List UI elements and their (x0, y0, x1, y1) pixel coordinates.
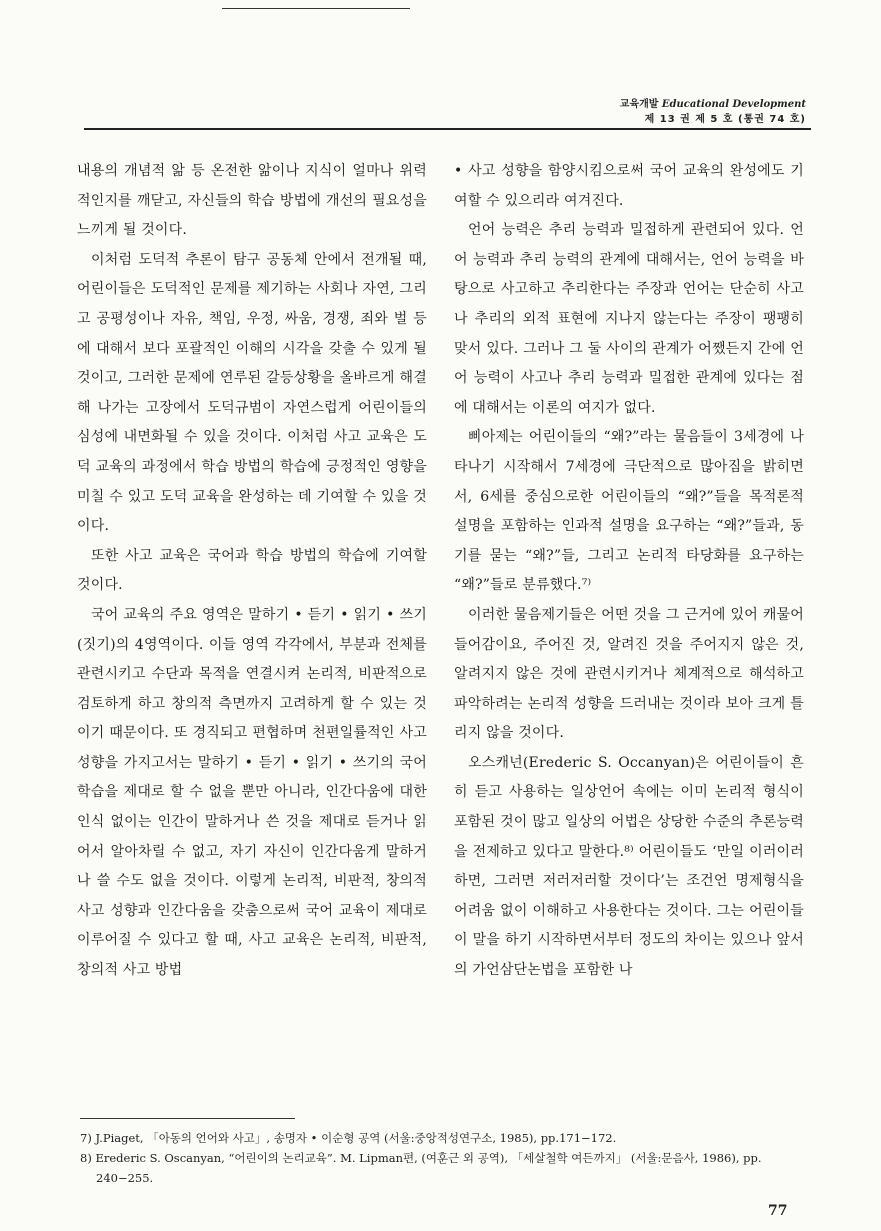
left-paragraph-4: 국어 교육의 주요 영역은 말하기 • 듣기 • 읽기 • 쓰기(짓기)의 4영역이다. 이들 영역 각각에서, 부분과 전체를 관련시키고 수단과 목적을 연결시켜 논리적, 비판적으로 검토하게 하고 창의적 측면까지 고려하게 할 수 있는 것이기 때문이다. 또 경직되고 편협하며 천편일률적인 사고 성향을 가지고서는 말하기 • 듣기 • 읽기 • 쓰기의 국어 학습을 제대로 할 수 없을 뿐만 아니라, 인간다움에 대한 인식 없이는 인간이 말하거나 쓴 것을 제대로 듣거나 읽어서 알아차릴 수 없고, 자기 자신이 인간다움게 말하거나 쓸 수도 없을 것이다. 이렇게 논리적, 비판적, 창의적 사고 성향과 인간다움을 갖춤으로써 국어 교육이 제대로 이루어질 수 있다고 할 때, 사고 교육은 논리적, 비판적, 창의적 사고 방법 (77, 606, 427, 979)
page-number: 77 (768, 1203, 788, 1219)
left-paragraph-3: 또한 사고 교육은 국어과 학습 방법의 학습에 기여할 것이다. (77, 547, 427, 594)
right-column (454, 157, 804, 986)
header-rule (84, 128, 811, 130)
right-paragraph-4: 이러한 물음제기들은 어떤 것을 그 근거에 있어 캐물어 들어감이요, 주어진 것, 알려진 것을 주어지지 않은 것, 알려지지 않은 것에 관련시키거나 체계적으로 해석하고 파악하려는 논리적 성향을 드러내는 것이라 보아 크게 틀리지 않을 것이다. (454, 606, 804, 742)
left-paragraph-2: 이처럼 도덕적 추론이 탐구 공동체 안에서 전개될 때, 어린이들은 도덕적인 문제를 제기하는 사회나 자연, 그리고 공평성이나 자유, 책임, 우정, 싸움, 경쟁, 죄와 벌 등에 대해서 보다 포괄적인 이해의 시각을 갖출 수 있게 될 것이고, 그러한 문제에 연루된 갈등상황을 올바르게 해결해 나가는 고장에서 도덕규범이 자연스럽게 어린이들의 심성에 내면화될 수 있을 것이다. 이처럼 사고 교육은 도덕 교육의 과정에서 학습 방법의 학습에 긍정적인 영향을 미칠 수 있고 도덕 교육을 완성하는 데 기여할 수 있을 것이다. (77, 251, 427, 535)
journal-title-en: Educational Development (661, 99, 806, 110)
journal-title (620, 97, 806, 112)
top-rule (222, 8, 410, 9)
footnote-8: 8) Erederic S. Oscanyan, “어린이의 논리교육”. M. Lipman편, (여훈근 외 공역), 「세살철학 여든까지」 (서울:문음사, 1986), pp. 240−255. (80, 1151, 762, 1185)
footnotes (80, 1128, 810, 1188)
issue-info: 제 13 권 제 5 호 (통권 74 호) (644, 114, 806, 125)
left-paragraph-1: 내용의 개념적 앎 등 온전한 앎이나 지식이 얼마나 위력적인지를 깨닫고, 자신들의 학습 방법에 개선의 필요성을 느끼게 될 것이다. (77, 163, 427, 239)
journal-title-kr: 교육개발 (619, 99, 659, 110)
footnote-7: 7) J.Piaget, 「아동의 언어와 사고」, 송명자 • 이순형 공역 (서울:중앙적성연구소, 1985), pp.171−172. (80, 1131, 617, 1145)
right-paragraph-3: 삐아제는 어린이들의 “왜?”라는 물음들이 3세경에 나타나기 시작해서 7세경에 극단적으로 많아짐을 밝히면서, 6세를 중심으로한 어린이들의 “왜?”들을 목적론적 설명을 포함하는 인과적 설명을 요구하는 “왜?”들과, 동기를 묻는 “왜?”들, 그리고 논리적 타당화를 요구하는 “왜?”들로 분류했다.⁷⁾ (454, 429, 804, 594)
running-header (620, 97, 806, 127)
right-paragraph-5: 오스캐넌(Erederic S. Occanyan)은 어린이들이 흔히 듣고 사용하는 일상언어 속에는 이미 논리적 형식이 포함된 것이 많고 일상의 어법은 상당한 수준의 추론능력을 전제하고 있다고 말한다.⁸⁾ 어린이들도 ‘만일 이러이러하면, 그러면 저러저러할 것이다’는 조건언 명제형식을 어려움 없이 이해하고 사용한다는 것이다. 그는 어린이들이 말을 하기 시작하면서부터 정도의 차이는 있으나 앞서의 가언삼단논법을 포함한 나 (454, 754, 804, 979)
left-column (77, 157, 427, 986)
right-paragraph-1: • 사고 성향을 함양시킴으로써 국어 교육의 완성에도 기여할 수 있으리라 여겨진다. (454, 163, 804, 209)
footnote-rule (80, 1118, 295, 1119)
right-paragraph-2: 언어 능력은 추리 능력과 밀접하게 관련되어 있다. 언어 능력과 추리 능력의 관계에 대해서는, 언어 능력을 바탕으로 사고하고 추리한다는 주장과 언어는 단순히 사고나 추리의 외적 표현에 지나지 않는다는 주장이 팽팽히 맞서 있다. 그러나 그 둘 사이의 관계가 어쨌든지 간에 언어 능력이 사고나 추리 능력과 밀접한 관계에 있다는 점에 대해서는 이론의 여지가 없다. (454, 222, 804, 416)
